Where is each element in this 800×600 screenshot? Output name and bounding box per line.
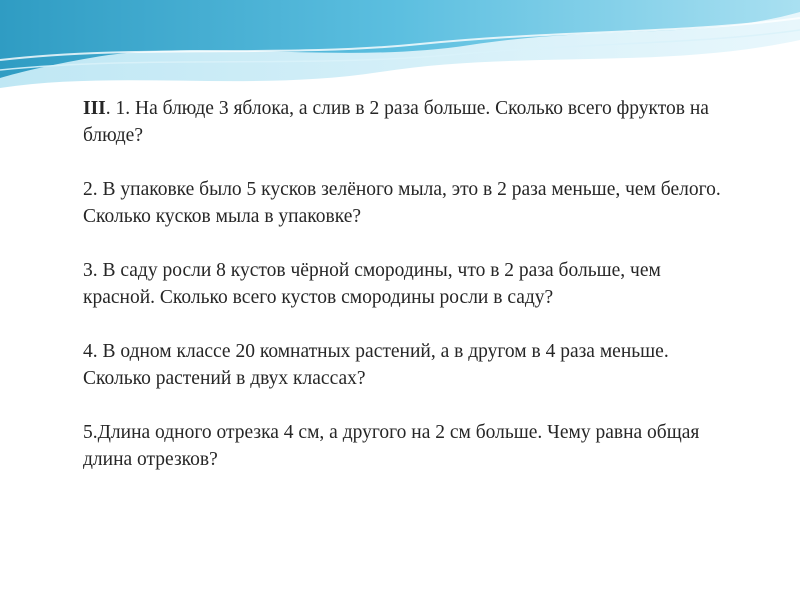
problem-3 [83,257,723,311]
problem-5 [83,419,723,473]
problems-list [83,95,723,500]
problem-4-text: 4. В одном классе 20 комнатных растений, а в другом в 4 раза меньше. Сколько растений в двух классах? [83,341,669,389]
section-number: III [83,98,106,119]
problem-3-text: 3. В саду росли 8 кустов чёрной смородины, что в 2 раза больше, чем красной. Сколько всего кустов смородины росли в саду? [83,260,661,308]
problem-5-text: 5.Длина одного отрезка 4 см, а другого на 2 см больше. Чему равна общая длина отрезков? [83,422,700,470]
problem-2-text: 2. В упаковке было 5 кусков зелёного мыла, это в 2 раза меньше, чем белого. Сколько кусков мыла в упаковке? [83,179,721,227]
problem-1-text: . 1. На блюде 3 яблока, а слив в 2 раза больше. Сколько всего фруктов на блюде? [83,98,709,146]
problem-4 [83,338,723,392]
header-wave-decoration [0,0,800,110]
problem-1 [83,95,723,149]
problem-2 [83,176,723,230]
